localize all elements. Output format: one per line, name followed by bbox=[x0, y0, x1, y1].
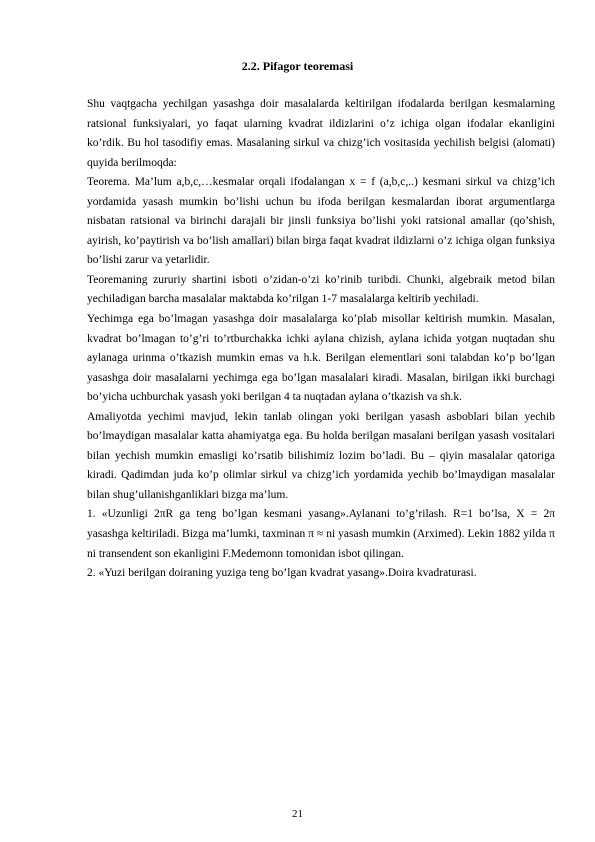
paragraph-6-problem-1: 1. «Uzunligi 2πR ga teng bo’lgan kesmani yasang».Aylanani to’g’rilash. R=1 bo’lsa, X = 2π yasashga keltiriladi. Bizga ma’lumki, taxminan π ≈ ni yasash mumkin (Arximed). Lekin 1882 yilda π ni transendent son ekanligini F.Medemonn tomonidan isbot qilingan. bbox=[87, 508, 555, 560]
paragraph-1: Shu vaqtgacha yechilgan yasashga doir masalalarda keltirilgan ifodalarda berilgan kesmalarning ratsional funksiyalari, yo faqat ularning kvadrat ildizlarini o’z ichiga olgan ifodalar ekanligini ko’rdik. Bu hol tasodifiy emas. Masalaning sirkul va chizg’ich vositasida yechilish belgisi (alomati) quyida berilmoqda: bbox=[87, 98, 555, 169]
paragraph-2-theorem: Teorema. Ma’lum a,b,c,…kesmalar orqali ifodalangan x = f (a,b,c,..) kesmani sirkul va chizg’ich yordamida yasash mumkin bo’lishi uchun bu ifoda berilgan kesmalardan iborat argumentlarga nisbatan ratsional va birinchi darajali bir jinsli funksiya bo’lishi yoki ratsional amallar (qo’shish, ayirish, ko’paytirish va bo’lish amallari) bilan birga faqat kvadrat ildizlarni o’z ichiga olgan funksiya bo’lishi zarur va yetarlidir. bbox=[87, 176, 555, 267]
paragraph-4: Yechimga ega bo’lmagan yasashga doir masalalarga ko’plab misollar keltirish mumkin. Masalan, kvadrat bo’lmagan to’g’ri to’rtburchakka ichki aylana chizish, aylana ichida yotgan nuqtadan shu aylanaga urinma o’tkazish mumkin emas va h.k. Berilgan elementlari soni talabdan ko’p bo’lgan yasashga doir masalalarni yechimga ega bo’lgan masalalari kiradi. Masalan, birilgan ikki burchagi bo’yicha uchburchak yasash yoki berilgan 4 ta nuqtadan aylana o’tkazish va sh.k. bbox=[87, 313, 555, 404]
paragraph-3: Teoremaning zururiy shartini isboti o’zidan-o’zi ko’rinib turibdi. Chunki, algebraik metod bilan yechiladigan barcha masalalar maktabda ko’rilgan 1-7 masalalarga keltirib yechiladi. bbox=[87, 273, 555, 306]
body-text bbox=[87, 95, 555, 584]
paragraph-5: Amaliyotda yechimi mavjud, lekin tanlab olingan yoki berilgan yasash asboblari bilan yechib bo’lmaydigan masalalar katta ahamiyatga ega. Bu holda berilgan masalani berilgan yasash vositalari bilan yechish mumkin emasligi ko’rsatib bilishimiz lozim bo’ladi. Bu – qiyin masalalar qatoriga kiradi. Qadimdan juda ko’p olimlar sirkul va chizg’ich yordamida yechib bo’lmaydigan masalalar bilan shug’ullanishganliklari bizga ma’lum. bbox=[87, 410, 555, 501]
section-title: 2.2. Pifagor teoremasi bbox=[241, 59, 354, 73]
page-number: 21 bbox=[292, 808, 303, 820]
paragraph-7-problem-2: 2. «Yuzi berilgan doiraning yuziga teng bo’lgan kvadrat yasang».Doira kvadraturasi. bbox=[87, 567, 477, 580]
